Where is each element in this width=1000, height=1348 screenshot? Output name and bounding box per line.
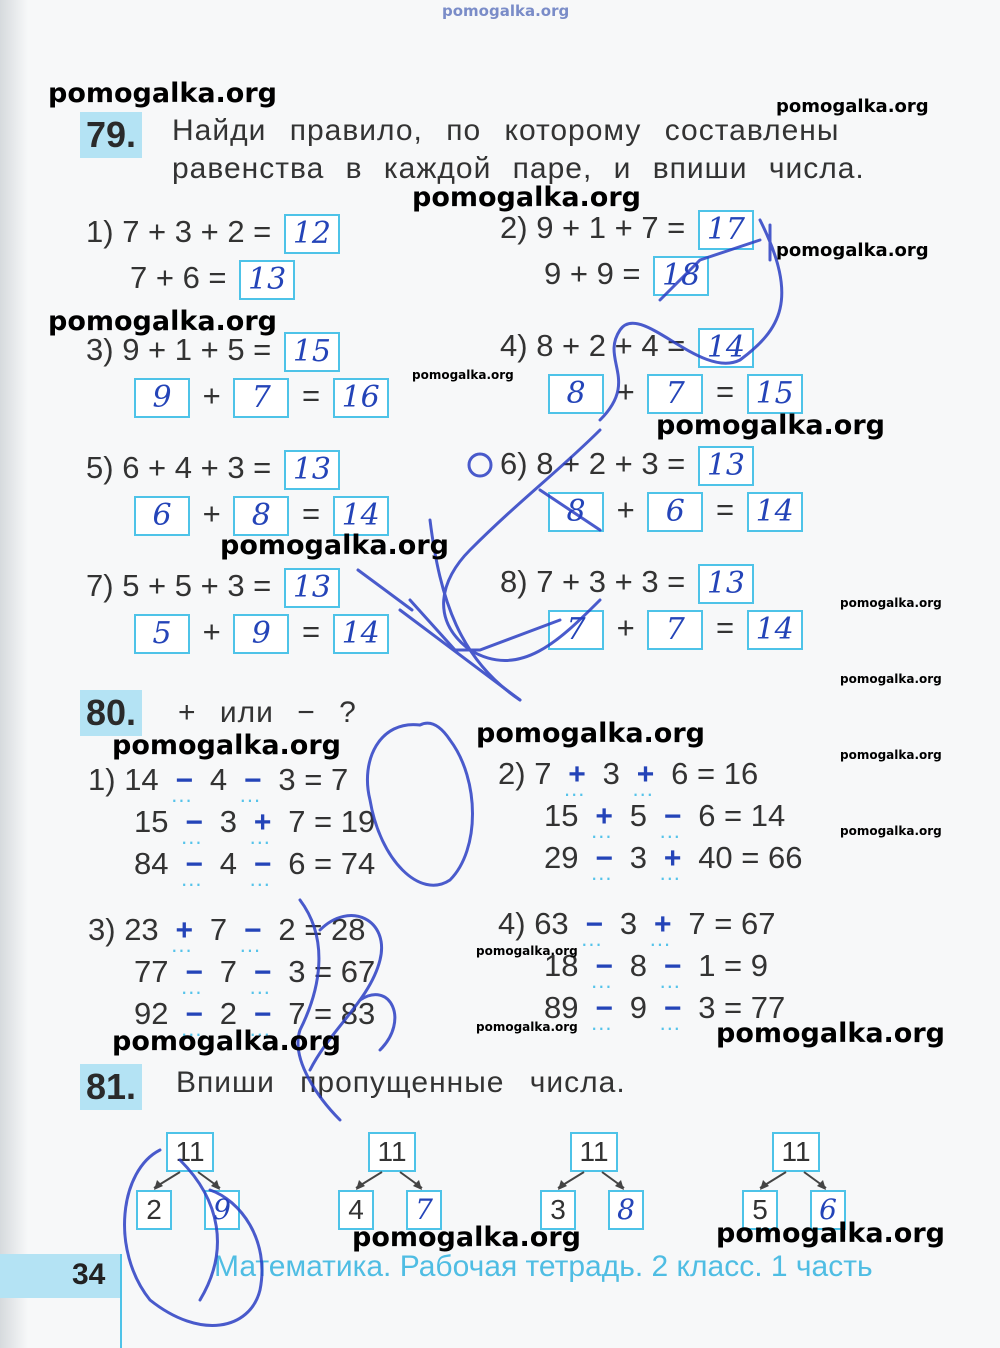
operator-slot[interactable]: − ...: [236, 911, 270, 951]
term-box[interactable]: 7: [647, 374, 703, 414]
exercise-80-number: 80.: [80, 690, 142, 736]
operator-slot[interactable]: − ...: [587, 947, 621, 987]
footer-divider: [120, 1254, 122, 1348]
tree-2-right[interactable]: 7: [406, 1190, 442, 1230]
answer-box[interactable]: 14: [747, 492, 803, 532]
watermark-12: pomogalka.org: [112, 730, 341, 761]
equals-sign: =: [293, 378, 329, 413]
operator-slot[interactable]: + ...: [167, 911, 201, 951]
operand: 15: [544, 798, 588, 833]
operator-slot[interactable]: + ...: [646, 905, 680, 945]
operand: 89: [544, 990, 588, 1025]
tree-3-right[interactable]: 8: [608, 1190, 644, 1230]
equation-label: 1): [86, 214, 123, 249]
arrow-head: [356, 1180, 365, 1190]
operand: 6 = 14: [689, 798, 786, 833]
answer-box[interactable]: 13: [698, 564, 754, 604]
operand: 6 = 16: [662, 756, 759, 791]
operand: 3: [594, 756, 629, 791]
answer-box[interactable]: 14: [698, 328, 754, 368]
operand: 77: [134, 954, 178, 989]
operand: 7: [534, 756, 561, 791]
tree-2-left: 4: [338, 1190, 374, 1230]
equals-sign: =: [707, 374, 743, 409]
watermark-7: pomogalka.org: [656, 410, 885, 441]
expression-label: 1): [88, 762, 125, 797]
answer-box[interactable]: 13: [284, 568, 340, 608]
term-box[interactable]: 7: [647, 610, 703, 650]
equation-expression: 9 + 9 =: [544, 256, 650, 291]
answer-box[interactable]: 17: [698, 210, 754, 250]
term-box[interactable]: 9: [233, 614, 289, 654]
exercise-81-task: Впиши пропущенные числа.: [176, 1066, 626, 1099]
equation-label: 8): [500, 564, 537, 599]
term-box[interactable]: 5: [134, 614, 190, 654]
operand: 40 = 66: [689, 840, 803, 875]
tree-4-left: 5: [742, 1190, 778, 1230]
operator-slot[interactable]: + ...: [587, 797, 621, 837]
expression-label: 4): [498, 906, 535, 941]
operand: 7 = 19: [279, 804, 376, 839]
tree-4-right[interactable]: 6: [810, 1190, 846, 1230]
answer-box[interactable]: 15: [747, 374, 803, 414]
operand: 7 = 83: [279, 996, 376, 1031]
operand: 84: [134, 846, 178, 881]
watermark-14: pomogalka.org: [840, 824, 942, 838]
arrow-head: [154, 1180, 163, 1190]
operand: 3: [611, 906, 646, 941]
tree-1-left: 2: [136, 1190, 172, 1230]
operator-slot[interactable]: − ...: [167, 761, 201, 801]
watermark-8: pomogalka.org: [220, 530, 449, 561]
equation-expression: 8 + 2 + 3 =: [536, 446, 694, 481]
operand: 14: [124, 762, 168, 797]
term-box[interactable]: 8: [548, 374, 604, 414]
answer-box[interactable]: 12: [284, 214, 340, 254]
watermark-11: pomogalka.org: [476, 718, 705, 749]
exercise-81-number: 81.: [80, 1064, 142, 1110]
operator-slot[interactable]: − ...: [656, 989, 690, 1029]
operand: 92: [134, 996, 178, 1031]
operator-slot[interactable]: − ...: [577, 905, 611, 945]
tree-4-total: 11: [772, 1132, 820, 1172]
answer-box[interactable]: 14: [333, 496, 389, 536]
answer-box[interactable]: 13: [239, 260, 295, 300]
equation-label: 2): [500, 210, 537, 245]
operator-slot[interactable]: − ...: [177, 845, 211, 885]
operand: 3: [211, 804, 246, 839]
plus-sign: +: [608, 492, 644, 527]
operand: 2: [211, 996, 246, 1031]
operand: 6 = 74: [279, 846, 376, 881]
operand: 4: [211, 846, 246, 881]
operator-slot[interactable]: + ...: [246, 803, 280, 843]
plus-sign: +: [194, 614, 230, 649]
watermark-16: pomogalka.org: [476, 1020, 578, 1034]
operator-slot[interactable]: − ...: [246, 953, 280, 993]
watermark-5: pomogalka.org: [48, 306, 277, 337]
term-box[interactable]: 7: [233, 378, 289, 418]
equation-expression: 6 + 4 + 3 =: [122, 450, 280, 485]
operator-slot[interactable]: − ...: [587, 839, 621, 879]
operator-slot[interactable]: − ...: [177, 953, 211, 993]
expression-label: 3): [88, 912, 125, 947]
equation-label: 5): [86, 450, 123, 485]
operand: 18: [544, 948, 588, 983]
footer-title: Математика. Рабочая тетрадь. 2 класс. 1 часть: [214, 1250, 873, 1283]
term-box[interactable]: 8: [548, 492, 604, 532]
watermark-2: pomogalka.org: [776, 96, 929, 117]
operand: 9: [621, 990, 656, 1025]
watermark-top: pomogalka.org: [442, 2, 570, 20]
operand: 4: [201, 762, 236, 797]
watermark-15: pomogalka.org: [476, 944, 578, 958]
tree-3-left: 3: [540, 1190, 576, 1230]
operand: 1 = 9: [689, 948, 769, 983]
plus-sign: +: [608, 374, 644, 409]
equals-sign: =: [293, 614, 329, 649]
watermark-19: pomogalka.org: [352, 1222, 581, 1253]
operator-slot[interactable]: − ...: [656, 797, 690, 837]
term-box[interactable]: 9: [134, 378, 190, 418]
watermark-20: pomogalka.org: [716, 1218, 945, 1249]
arrow-head: [558, 1180, 567, 1190]
exercise-80-task: + или − ?: [178, 696, 357, 729]
operator-slot[interactable]: − ...: [246, 845, 280, 885]
equation-label: 3): [86, 332, 123, 367]
equation-expression: 9 + 1 + 5 =: [122, 332, 280, 367]
equation-expression: 7 + 3 + 2 =: [122, 214, 280, 249]
operator-slot[interactable]: − ...: [177, 995, 211, 1035]
term-box[interactable]: 7: [548, 610, 604, 650]
operand: 3 = 77: [689, 990, 786, 1025]
watermark-6: pomogalka.org: [412, 368, 514, 382]
equation-label: 6): [500, 446, 537, 481]
operator-slot[interactable]: − ...: [236, 761, 270, 801]
watermark-17: pomogalka.org: [716, 1018, 945, 1049]
equals-sign: =: [707, 610, 743, 645]
equals-sign: =: [293, 496, 329, 531]
equals-sign: =: [707, 492, 743, 527]
term-box[interactable]: 8: [233, 496, 289, 536]
exercise-79-task-line2: равенства в каждой паре, и впиши числа.: [172, 152, 865, 185]
watermark-13: pomogalka.org: [840, 748, 942, 762]
equation-expression: 7 + 6 =: [130, 260, 236, 295]
operand: 23: [124, 912, 168, 947]
answer-box[interactable]: 13: [284, 450, 340, 490]
tree-2-total: 11: [368, 1132, 416, 1172]
answer-box[interactable]: 16: [333, 378, 389, 418]
watermark-4: pomogalka.org: [776, 240, 929, 261]
operator-slot[interactable]: − ...: [246, 995, 280, 1035]
operator-slot[interactable]: + ...: [560, 755, 594, 795]
equation-expression: 9 + 1 + 7 =: [536, 210, 694, 245]
page-number: 34: [72, 1258, 106, 1291]
exercise-79-number: 79.: [80, 112, 142, 158]
operator-slot[interactable]: + ...: [629, 755, 663, 795]
equation-expression: 8 + 2 + 4 =: [536, 328, 694, 363]
exercise-79-task-line1: Найди правило, по которому составлены: [172, 114, 840, 147]
tree-1-total: 11: [166, 1132, 214, 1172]
operand: 15: [134, 804, 178, 839]
operand: 3: [621, 840, 656, 875]
operator-slot[interactable]: − ...: [177, 803, 211, 843]
tree-3-total: 11: [570, 1132, 618, 1172]
watermark-1: pomogalka.org: [48, 78, 277, 109]
watermark-18: pomogalka.org: [112, 1026, 341, 1057]
tree-1-right[interactable]: 9: [204, 1190, 240, 1230]
plus-sign: +: [194, 496, 230, 531]
operand: 5: [621, 798, 656, 833]
operator-slot[interactable]: − ...: [656, 947, 690, 987]
operand: 63: [534, 906, 578, 941]
operand: 7: [211, 954, 246, 989]
plus-sign: +: [608, 610, 644, 645]
operand: 3 = 7: [269, 762, 349, 797]
operator-slot[interactable]: − ...: [587, 989, 621, 1029]
equation-expression: 7 + 3 + 3 =: [536, 564, 694, 599]
term-box[interactable]: 6: [647, 492, 703, 532]
answer-box[interactable]: 13: [698, 446, 754, 486]
watermark-10: pomogalka.org: [840, 672, 942, 686]
operand: 2 = 28: [269, 912, 366, 947]
answer-box[interactable]: 15: [284, 332, 340, 372]
watermark-3: pomogalka.org: [412, 182, 641, 213]
term-box[interactable]: 6: [134, 496, 190, 536]
operator-slot[interactable]: + ...: [656, 839, 690, 879]
operand: 7: [201, 912, 236, 947]
equation-label: 4): [500, 328, 537, 363]
arrow-head: [760, 1180, 769, 1190]
answer-box[interactable]: 14: [333, 614, 389, 654]
operand: 3 = 67: [279, 954, 376, 989]
operand: 29: [544, 840, 588, 875]
operand: 7 = 67: [679, 906, 776, 941]
operand: 8: [621, 948, 656, 983]
expression-label: 2): [498, 756, 535, 791]
equation-label: 7): [86, 568, 123, 603]
answer-box[interactable]: 18: [653, 256, 709, 296]
plus-sign: +: [194, 378, 230, 413]
watermark-9: pomogalka.org: [840, 596, 942, 610]
equation-expression: 5 + 5 + 3 =: [122, 568, 280, 603]
answer-box[interactable]: 14: [747, 610, 803, 650]
